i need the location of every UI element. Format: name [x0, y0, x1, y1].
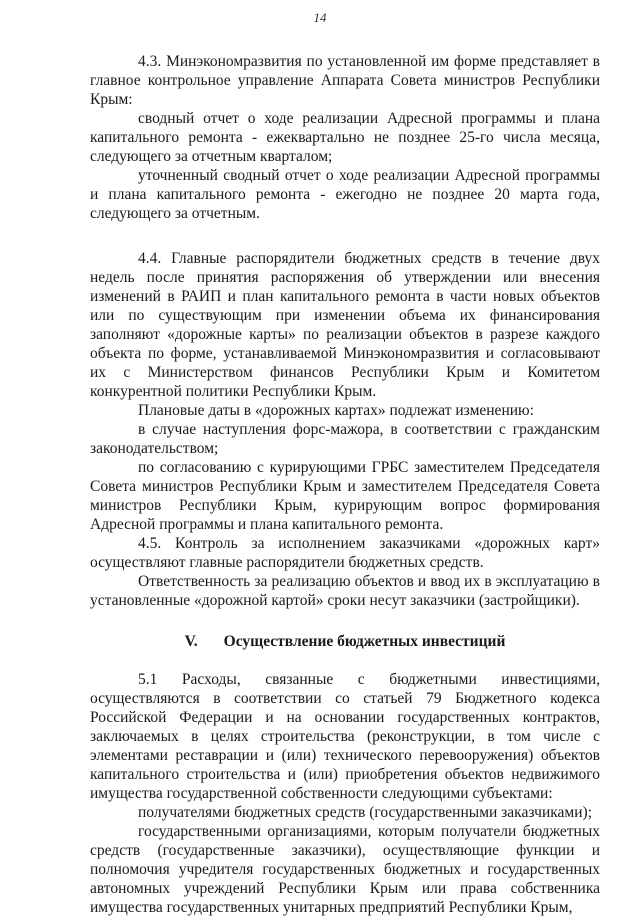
paragraph-annual-report: уточненный сводный отчет о ходе реализации Адресной программы и плана капитального ремонта - ежегодно не позднее 20 марта года, следующего за отчетным.: [90, 167, 600, 222]
paragraph-state-organizations: государственными организациями, которым получатели бюджетных средств (государственные заказчики), осуществляющие функции и полномочия учредителя государственных бюджетных и государственных автономных учреждений Республики Крым или права собственника имущества государственных унитарных предприятий Республики Крым,: [90, 823, 600, 916]
document-body: [90, 52, 600, 917]
paragraph-4-4: 4.4. Главные распорядители бюджетных средств в течение двух недель после принятия распоряжения об утверждении или внесения изменений в РАИП и план капитального ремонта в части новых объектов или по существующим при изменении объема их финансирования заполняют «дорожные карты» по реализации объектов в разрезе каждого объекта по форме, устанавливаемой Минэкономразвития и согласовывают их с Министерством финансов Республики Крым и Комитетом конкурентной политики Республики Крым.: [90, 250, 600, 400]
page-number: 14: [313, 10, 327, 25]
paragraph-5-1: 5.1 Расходы, связанные с бюджетными инвестициями, осуществляются в соответствии со статьей 79 Бюджетного кодекса Российской Федерации и на основании государственных контрактов, заключаемых в целях строительства (реконструкции, в том числе с элементами реставрации и (или) технического перевооружения) объектов капитального строительства и (или) приобретения объектов недвижимого имущества государственной собственности следующими субъектами:: [90, 671, 600, 802]
paragraph-agreement: по согласованию с курирующими ГРБС заместителем Председателя Совета министров Республики Крым и заместителем Председателя Совета министров Республики Крым, курирующим вопрос формирования Адресной программы и плана капитального ремонта.: [90, 459, 600, 533]
section-title: Осуществление бюджетных инвестиций: [223, 633, 506, 650]
section-heading: [90, 632, 600, 651]
section-number: V.: [184, 633, 198, 650]
paragraph-4-5: 4.5. Контроль за исполнением заказчиками «дорожных карт» осуществляют главные распорядители бюджетных средств.: [90, 535, 600, 571]
paragraph-responsibility: Ответственность за реализацию объектов и ввод их в эксплуатацию в установленные «дорожной картой» сроки несут заказчики (застройщики).: [90, 573, 600, 609]
paragraph-4-3: 4.3. Минэкономразвития по установленной им форме представляет в главное контрольное управление Аппарата Совета министров Республики Крым:: [90, 53, 600, 108]
paragraph-planned-dates: Плановые даты в «дорожных картах» подлежат изменению:: [138, 402, 534, 419]
paragraph-force-majeure: в случае наступления форс-мажора, в соответствии с гражданским законодательством;: [90, 421, 600, 457]
paragraph-quarterly-report: сводный отчет о ходе реализации Адресной программы и плана капитального ремонта - ежеквартально не позднее 25-го числа месяца, следующего за отчетным кварталом;: [90, 110, 600, 165]
paragraph-budget-recipients: получателями бюджетных средств (государственными заказчиками);: [138, 804, 592, 821]
